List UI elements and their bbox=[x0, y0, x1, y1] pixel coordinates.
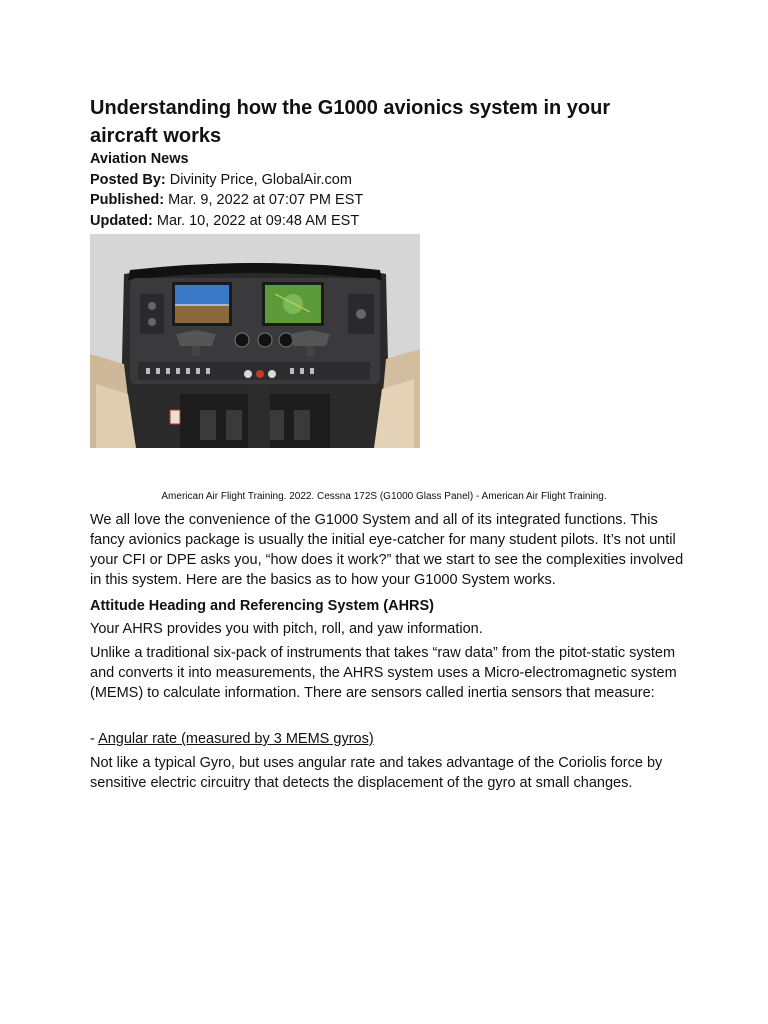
published-value: Mar. 9, 2022 at 07:07 PM EST bbox=[168, 192, 364, 208]
gyro-paragraph: Not like a typical Gyro, but uses angular rate and takes advantage of the Coriolis force by sensitive electric circuitry that detects the displacement of the gyro at small changes. bbox=[90, 755, 663, 791]
posted-by-value: Divinity Price, GlobalAir.com bbox=[169, 172, 352, 188]
posted-by-label: Posted By bbox=[90, 172, 161, 188]
angular-rate-link[interactable]: Angular rate (measured by 3 MEMS gyros) bbox=[98, 731, 374, 747]
ahrs-intro-paragraph: Your AHRS provides you with pitch, roll, and yaw information. bbox=[90, 621, 483, 637]
article-category bbox=[90, 149, 189, 169]
updated-line: Updated: Mar. 10, 2022 at 09:48 AM EST bbox=[90, 213, 360, 229]
image-caption: American Air Flight Training. 2022. Cessna 172S (G1000 Glass Panel) - American Air Flight Training. bbox=[161, 491, 607, 502]
updated-label: Updated bbox=[90, 213, 148, 229]
section-heading-ahrs: Attitude Heading and Referencing System (AHRS) bbox=[90, 598, 435, 614]
posted-by-line: Posted By: Divinity Price, GlobalAir.com bbox=[90, 172, 352, 188]
list-item bbox=[90, 729, 690, 749]
published-line: Published: Mar. 9, 2022 at 07:07 PM EST bbox=[90, 192, 364, 208]
intro-paragraph: We all love the convenience of the G1000 System and all of its integrated functions. This fancy avionics package is usually the initial eye-catcher for many student pilots. It’s not until your CFI or DPE asks you, “how does it work?” that we start to see the complexities involved in this system. Here are the basics as to how your G1000 System works. bbox=[90, 512, 684, 588]
article-title: Understanding how the G1000 avionics system in your aircraft works bbox=[90, 97, 611, 147]
list-bullet: - bbox=[90, 731, 99, 747]
category-label: Aviation News bbox=[90, 151, 189, 167]
cockpit-photo bbox=[90, 234, 420, 448]
ahrs-detail-paragraph: Unlike a traditional six-pack of instruments that takes “raw data” from the pitot-static system and converts it into measurements, the AHRS system uses a Micro-electromagnetic system (MEMS) to calculate information. There are sensors called inertia sensors that measure: bbox=[90, 645, 677, 701]
published-label: Published bbox=[90, 192, 160, 208]
updated-value: Mar. 10, 2022 at 09:48 AM EST bbox=[156, 213, 360, 229]
